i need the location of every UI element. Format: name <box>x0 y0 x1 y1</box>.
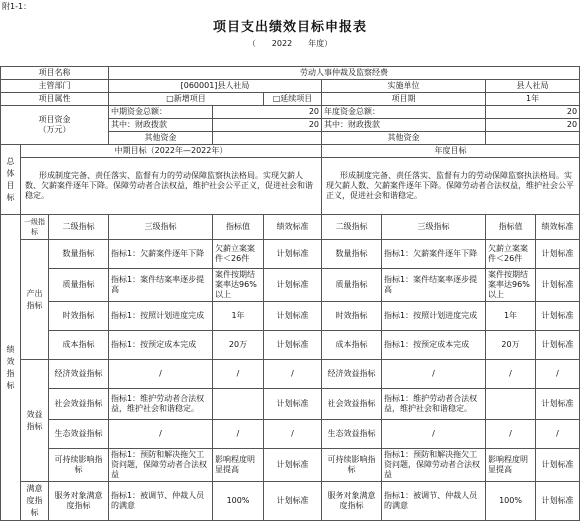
r8-l3b: 指标1：被调节、仲裁人员的满意 <box>382 482 486 521</box>
dept-value: [060001]县人社局 <box>109 80 322 93</box>
year-goal-text: 形成制度完备、责任落实、监督有力的劳动保障监察执法格局。实现欠薪人数、欠薪案件逐年下降。保障劳动者合法权益，维护社会公平正义，促进社会和谐稳定。 <box>322 158 580 215</box>
r6-l3b: / <box>382 420 486 449</box>
r4-sb: / <box>536 360 580 389</box>
year-fiscal-value: 20 <box>486 119 580 132</box>
r8-vb: 100% <box>486 482 536 521</box>
r1-v: 案件按期结案率达96%以上 <box>213 269 264 302</box>
r8-v: 100% <box>213 482 264 521</box>
head-std-b: 绩效标准 <box>536 215 580 240</box>
funds-label: 项目资金 （万元） <box>1 106 109 145</box>
head-value-b: 指标值 <box>486 215 536 240</box>
r0-vb: 欠薪立案案件＜26件 <box>486 240 536 269</box>
mid-fiscal-value: 20 <box>213 119 322 132</box>
year-fiscal-label: 其中：财政拨款 <box>322 119 486 132</box>
r8-l3: 指标1：被调节、仲裁人员的满意 <box>109 482 213 521</box>
r3-sb: 计划标准 <box>536 331 580 360</box>
r7-vb: 影响程度明显提高 <box>486 449 536 482</box>
r7-s: 计划标准 <box>264 449 322 482</box>
r1-sb: 计划标准 <box>536 269 580 302</box>
r0-l2b: 数量指标 <box>322 240 382 269</box>
head-lvl2-b: 二级指标 <box>322 215 382 240</box>
r3-vb: 20万 <box>486 331 536 360</box>
year-other-label: 其他资金 <box>322 132 486 145</box>
r2-vb: 1年 <box>486 302 536 331</box>
r6-s: / <box>264 420 322 449</box>
head-lvl3: 三级指标 <box>109 215 213 240</box>
r8-sb: 计划标准 <box>536 482 580 521</box>
project-name: 劳动人事仲裁及监察经费 <box>109 67 580 80</box>
group-satis: 满意度指标 <box>21 482 49 521</box>
group-output: 产出指标 <box>21 240 49 360</box>
r1-s: 计划标准 <box>264 269 322 302</box>
perf-side-label: 绩效指标 <box>1 215 21 521</box>
attachment-label: 附1-1： <box>2 2 32 11</box>
head-lvl3-b: 三级指标 <box>382 215 486 240</box>
r3-l2b: 成本指标 <box>322 331 382 360</box>
r0-l3b: 指标1：欠薪案件逐年下降 <box>382 240 486 269</box>
r7-l3: 指标1：预防和解决拖欠工资问题，保障劳动者合法权益 <box>109 449 213 482</box>
performance-table <box>0 66 580 521</box>
year-total-label: 年度资金总额： <box>322 106 486 119</box>
r2-sb: 计划标准 <box>536 302 580 331</box>
r4-s: / <box>264 360 322 389</box>
r7-l2: 可持续影响指标 <box>49 449 109 482</box>
page-title: 项目支出绩效目标申报表 <box>212 20 367 35</box>
r5-l3b: 指标1：维护劳动者合法权益，维护社会和谐稳定。 <box>382 389 486 420</box>
r5-l3: 指标1：维护劳动者合法权益，维护社会和谐稳定。 <box>109 389 213 420</box>
year-line: （ 2022 年度） <box>247 39 333 48</box>
r3-l3: 指标1：按预定成本完成 <box>109 331 213 360</box>
r5-sb: 计划标准 <box>536 389 580 420</box>
r1-vb: 案件按期结案率达96%以上 <box>486 269 536 302</box>
mid-goal-header: 中期目标（2022年—2022年） <box>21 145 322 158</box>
r4-l2: 经济效益指标 <box>49 360 109 389</box>
r2-l2: 时效指标 <box>49 302 109 331</box>
year-other-value <box>486 132 580 145</box>
r5-l2b: 社会效益指标 <box>322 389 382 420</box>
r8-l2: 服务对象满意度指标 <box>49 482 109 521</box>
r4-l3: / <box>109 360 213 389</box>
r3-l2: 成本指标 <box>49 331 109 360</box>
r6-l3: / <box>109 420 213 449</box>
r1-l2: 质量指标 <box>49 269 109 302</box>
impl-label: 实施单位 <box>322 80 486 93</box>
r3-s: 计划标准 <box>264 331 322 360</box>
r1-l3b: 指标1：案件结案率逐步提高 <box>382 269 486 302</box>
r1-l2b: 质量指标 <box>322 269 382 302</box>
r7-v: 影响程度明显提高 <box>213 449 264 482</box>
r6-l2b: 生态效益指标 <box>322 420 382 449</box>
year-goal-header: 年度目标 <box>322 145 580 158</box>
r7-l3b: 指标1：预防和解决拖欠工资问题，保障劳动者合法权益 <box>382 449 486 482</box>
r4-l3b: / <box>382 360 486 389</box>
r2-v: 1年 <box>213 302 264 331</box>
r0-s: 计划标准 <box>264 240 322 269</box>
r0-l2: 数量指标 <box>49 240 109 269</box>
r6-l2: 生态效益指标 <box>49 420 109 449</box>
head-lvl2: 二级指标 <box>49 215 109 240</box>
project-name-label: 项目名称 <box>1 67 109 80</box>
r2-s: 计划标准 <box>264 302 322 331</box>
head-lvl1: 一级指标 <box>21 215 49 240</box>
r5-s: 计划标准 <box>264 389 322 420</box>
impl-value: 县人社局 <box>486 80 580 93</box>
r6-vb: / <box>486 420 536 449</box>
attr-cont: □延续项目 <box>264 93 322 106</box>
mid-other-label: 其他资金 <box>109 132 213 145</box>
attr-new: □新增项目 <box>109 93 264 106</box>
r0-l3: 指标1：欠薪案件逐年下降 <box>109 240 213 269</box>
mid-goal-text: 形成制度完备、责任落实、监督有力的劳动保障监察执法格局。实现欠薪人数、欠薪案件逐年下降。保障劳动者合法权益，维护社会公平正义，促进社会和谐稳定。 <box>21 158 322 215</box>
r5-vb <box>486 389 536 420</box>
head-std: 绩效标准 <box>264 215 322 240</box>
r2-l3: 指标1：按照计划进度完成 <box>109 302 213 331</box>
r6-sb: / <box>536 420 580 449</box>
r4-v: / <box>213 360 264 389</box>
r4-vb: / <box>486 360 536 389</box>
year-total-value: 20 <box>486 106 580 119</box>
mid-total-label: 中期资金总额： <box>109 106 213 119</box>
dept-label: 主管部门 <box>1 80 109 93</box>
r3-l3b: 指标1：按预定成本完成 <box>382 331 486 360</box>
mid-total-value: 20 <box>213 106 322 119</box>
r2-l3b: 指标1：按照计划进度完成 <box>382 302 486 331</box>
r7-sb: 计划标准 <box>536 449 580 482</box>
r3-v: 20万 <box>213 331 264 360</box>
r0-sb: 计划标准 <box>536 240 580 269</box>
r8-s: 计划标准 <box>264 482 322 521</box>
period-value: 1年 <box>486 93 580 106</box>
r0-v: 欠薪立案案件＜26件 <box>213 240 264 269</box>
mid-other-value <box>213 132 322 145</box>
r5-l2: 社会效益指标 <box>49 389 109 420</box>
attr-label: 项目属性 <box>1 93 109 106</box>
r4-l2b: 经济效益指标 <box>322 360 382 389</box>
mid-fiscal-label: 其中：财政拨款 <box>109 119 213 132</box>
period-label: 项目期 <box>322 93 486 106</box>
group-effect: 效益指标 <box>21 360 49 482</box>
overall-goal-label: 总体目标 <box>1 145 21 215</box>
head-value: 指标值 <box>213 215 264 240</box>
r7-l2b: 可持续影响指标 <box>322 449 382 482</box>
r5-v <box>213 389 264 420</box>
r2-l2b: 时效指标 <box>322 302 382 331</box>
r6-v: / <box>213 420 264 449</box>
r1-l3: 指标1：案件结案率逐步提高 <box>109 269 213 302</box>
r8-l2b: 服务对象满意度指标 <box>322 482 382 521</box>
